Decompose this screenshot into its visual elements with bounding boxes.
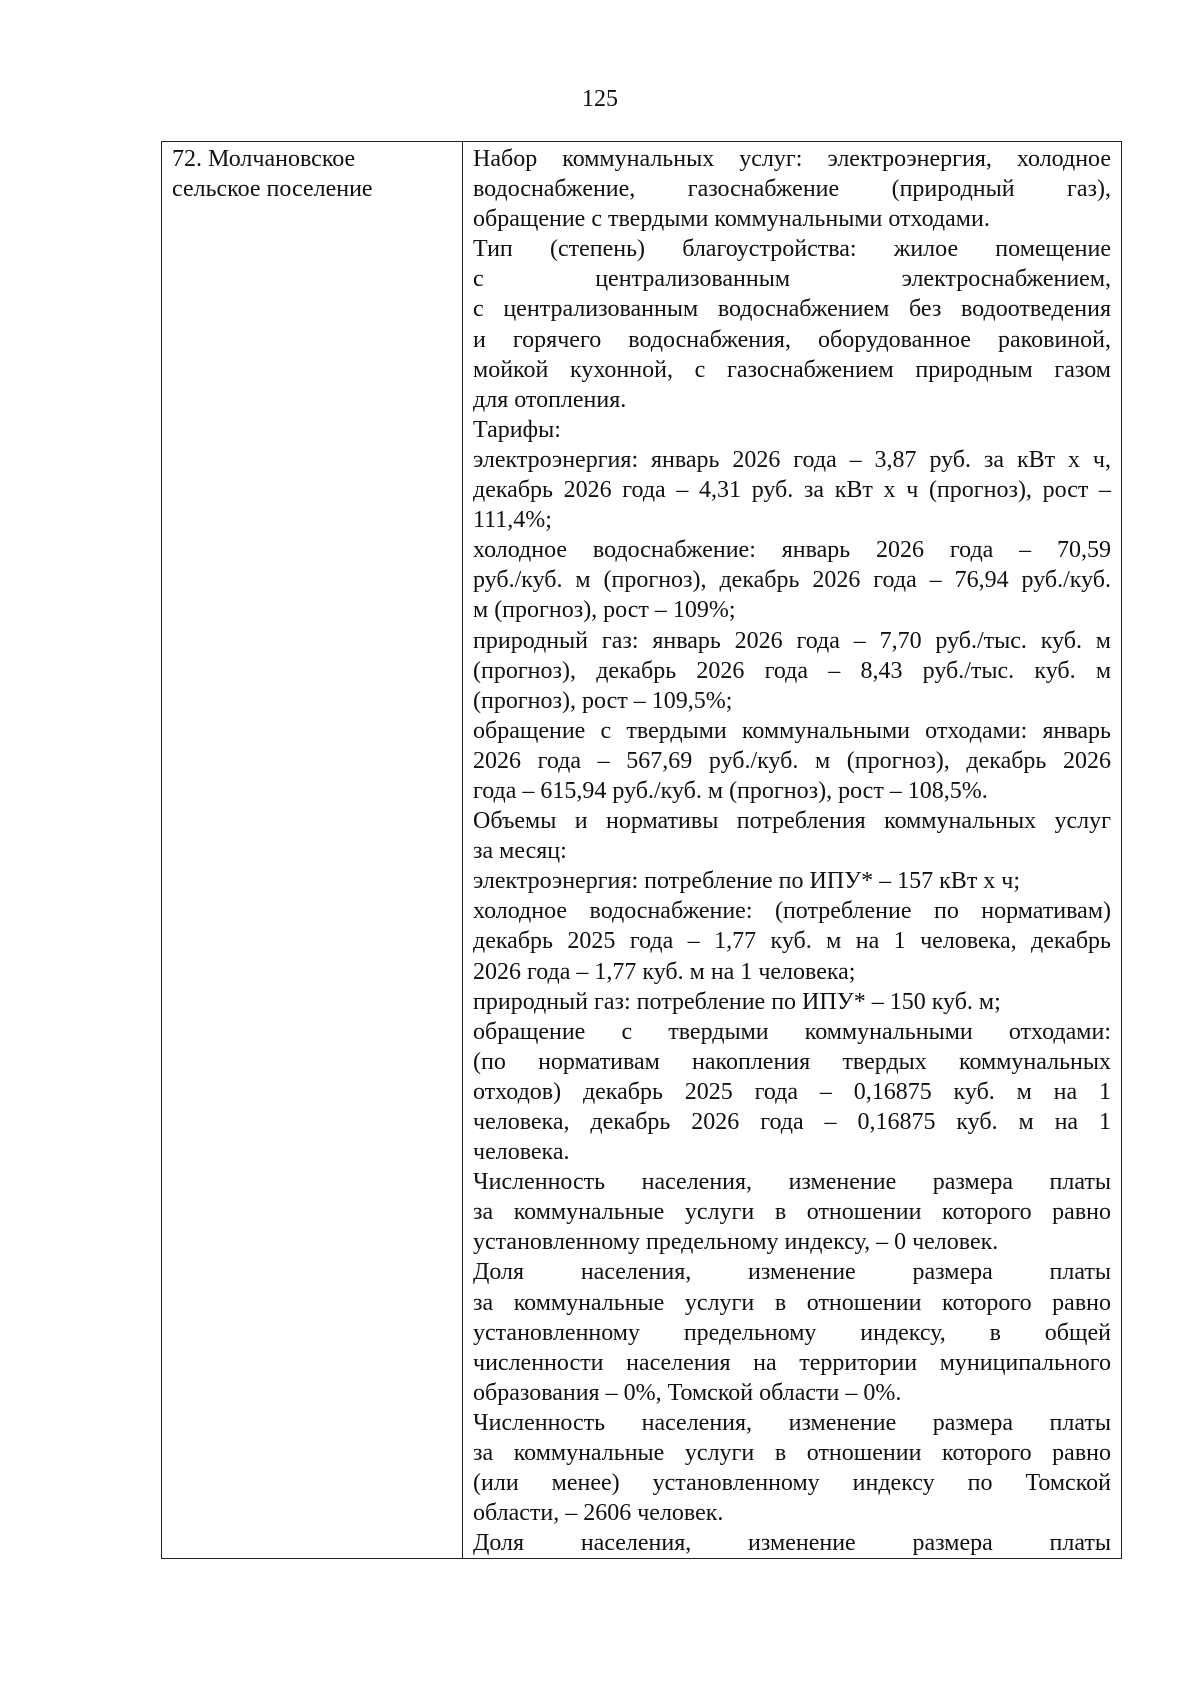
text-line: 111,4%; [473, 507, 552, 534]
text-line: с централизованным водоснабжением без водоотведения [473, 296, 1111, 323]
text-line: Набор коммунальных услуг: электроэнергия, холодное [473, 146, 1111, 172]
text-line: за коммунальные услуги в отношении которого равно [473, 1440, 1111, 1467]
paragraph [473, 415, 1111, 445]
text-line: природный газ: январь 2026 года – 7,70 руб./тыс. куб. м [473, 627, 1111, 654]
description-cell [463, 142, 1122, 1559]
page-number: 125 [582, 86, 618, 112]
text-line: года – 615,94 руб./куб. м (прогноз), рост – 108,5%. [473, 777, 988, 804]
text-line: (по нормативам накопления твердых коммунальных [473, 1048, 1111, 1075]
text-line: электроэнергия: потребление по ИПУ* – 157 кВт х ч; [473, 868, 1021, 895]
text-line: (прогноз), рост – 109,5%; [473, 687, 733, 714]
paragraph [473, 1408, 1111, 1528]
paragraph [473, 1017, 1111, 1167]
text-line: (прогноз), декабрь 2026 года – 8,43 руб./тыс. куб. м [473, 657, 1111, 684]
paragraph [473, 896, 1111, 986]
municipality-name [172, 144, 452, 204]
text-line: Доля населения, изменение размера платы [473, 1530, 1111, 1557]
text-line: человека. [473, 1139, 570, 1166]
text-line: мойкой кухонной, с газоснабжением природным газом [473, 356, 1111, 383]
text-line: обращение с твердыми коммунальными отходами: январь [473, 717, 1111, 744]
text-line: Тип (степень) благоустройства: жилое помещение [473, 236, 1111, 263]
text-line: человека, декабрь 2026 года – 0,16875 куб. м на 1 [473, 1109, 1111, 1135]
text-line: с централизованным электроснабжением, [473, 266, 1111, 293]
text-line: установленному предельному индексу, – 0 человек. [473, 1229, 999, 1256]
paragraph [473, 987, 1111, 1017]
text-line: холодное водоснабжение: (потребление по нормативам) [473, 898, 1111, 925]
text-line: декабрь 2026 года – 4,31 руб. за кВт х ч (прогноз), рост – [473, 477, 1111, 504]
paragraph [473, 866, 1111, 896]
text-line: Объемы и нормативы потребления коммунальных услуг [473, 808, 1111, 835]
text-line: за коммунальные услуги в отношении которого равно [473, 1199, 1111, 1226]
text-line: Тарифы: [473, 416, 561, 443]
text-line: холодное водоснабжение: январь 2026 года – 70,59 [473, 537, 1111, 564]
paragraph [473, 1167, 1111, 1257]
text-line: установленному предельному индексу, в общей [473, 1319, 1111, 1346]
tariff-table [161, 141, 1122, 1559]
text-line: обращение с твердыми коммунальными отходами: [473, 1018, 1111, 1045]
paragraph [473, 626, 1111, 716]
text-line: природный газ: потребление по ИПУ* – 150 куб. м; [473, 988, 1001, 1015]
text-line: для отопления. [473, 386, 627, 413]
municipality-line: 72. Молчановское [172, 146, 356, 172]
text-line: за месяц: [473, 838, 567, 865]
municipality-line: сельское поселение [172, 176, 373, 203]
text-line: декабрь 2025 года – 1,77 куб. м на 1 человека, декабрь [473, 928, 1111, 955]
paragraph [473, 1257, 1111, 1407]
text-line: (или менее) установленному индексу по Томской [473, 1470, 1111, 1497]
text-line: обращение с твердыми коммунальными отходами. [473, 206, 990, 233]
paragraph [473, 1528, 1111, 1558]
text-line: водоснабжение, газоснабжение (природный газ), [473, 176, 1111, 203]
paragraph [473, 716, 1111, 806]
text-line: области, – 2606 человек. [473, 1500, 724, 1527]
paragraph [473, 535, 1111, 625]
text-line: Численность населения, изменение размера платы [473, 1409, 1111, 1436]
text-line: Доля населения, изменение размера платы [473, 1259, 1111, 1286]
text-line: отходов) декабрь 2025 года – 0,16875 куб. м на 1 [473, 1078, 1111, 1105]
text-line: образования – 0%, Томской области – 0%. [473, 1379, 902, 1406]
text-line: и горячего водоснабжения, оборудованное раковиной, [473, 326, 1111, 353]
paragraph [473, 806, 1111, 866]
text-line: 2026 года – 1,77 куб. м на 1 человека; [473, 958, 856, 985]
text-line: за коммунальные услуги в отношении которого равно [473, 1289, 1111, 1316]
text-line: численности населения на территории муниципального [473, 1349, 1111, 1376]
text-line: 2026 года – 567,69 руб./куб. м (прогноз), декабрь 2026 [473, 747, 1111, 774]
paragraph [473, 144, 1111, 234]
table-row [162, 142, 1122, 1559]
text-line: электроэнергия: январь 2026 года – 3,87 руб. за кВт х ч, [473, 446, 1111, 473]
text-line: руб./куб. м (прогноз), декабрь 2026 года – 76,94 руб./куб. [473, 567, 1111, 594]
text-line: м (прогноз), рост – 109%; [473, 597, 736, 624]
municipality-cell [162, 142, 463, 1559]
description-text [473, 144, 1111, 1558]
paragraph [473, 234, 1111, 415]
paragraph [473, 445, 1111, 535]
text-line: Численность населения, изменение размера платы [473, 1169, 1111, 1196]
